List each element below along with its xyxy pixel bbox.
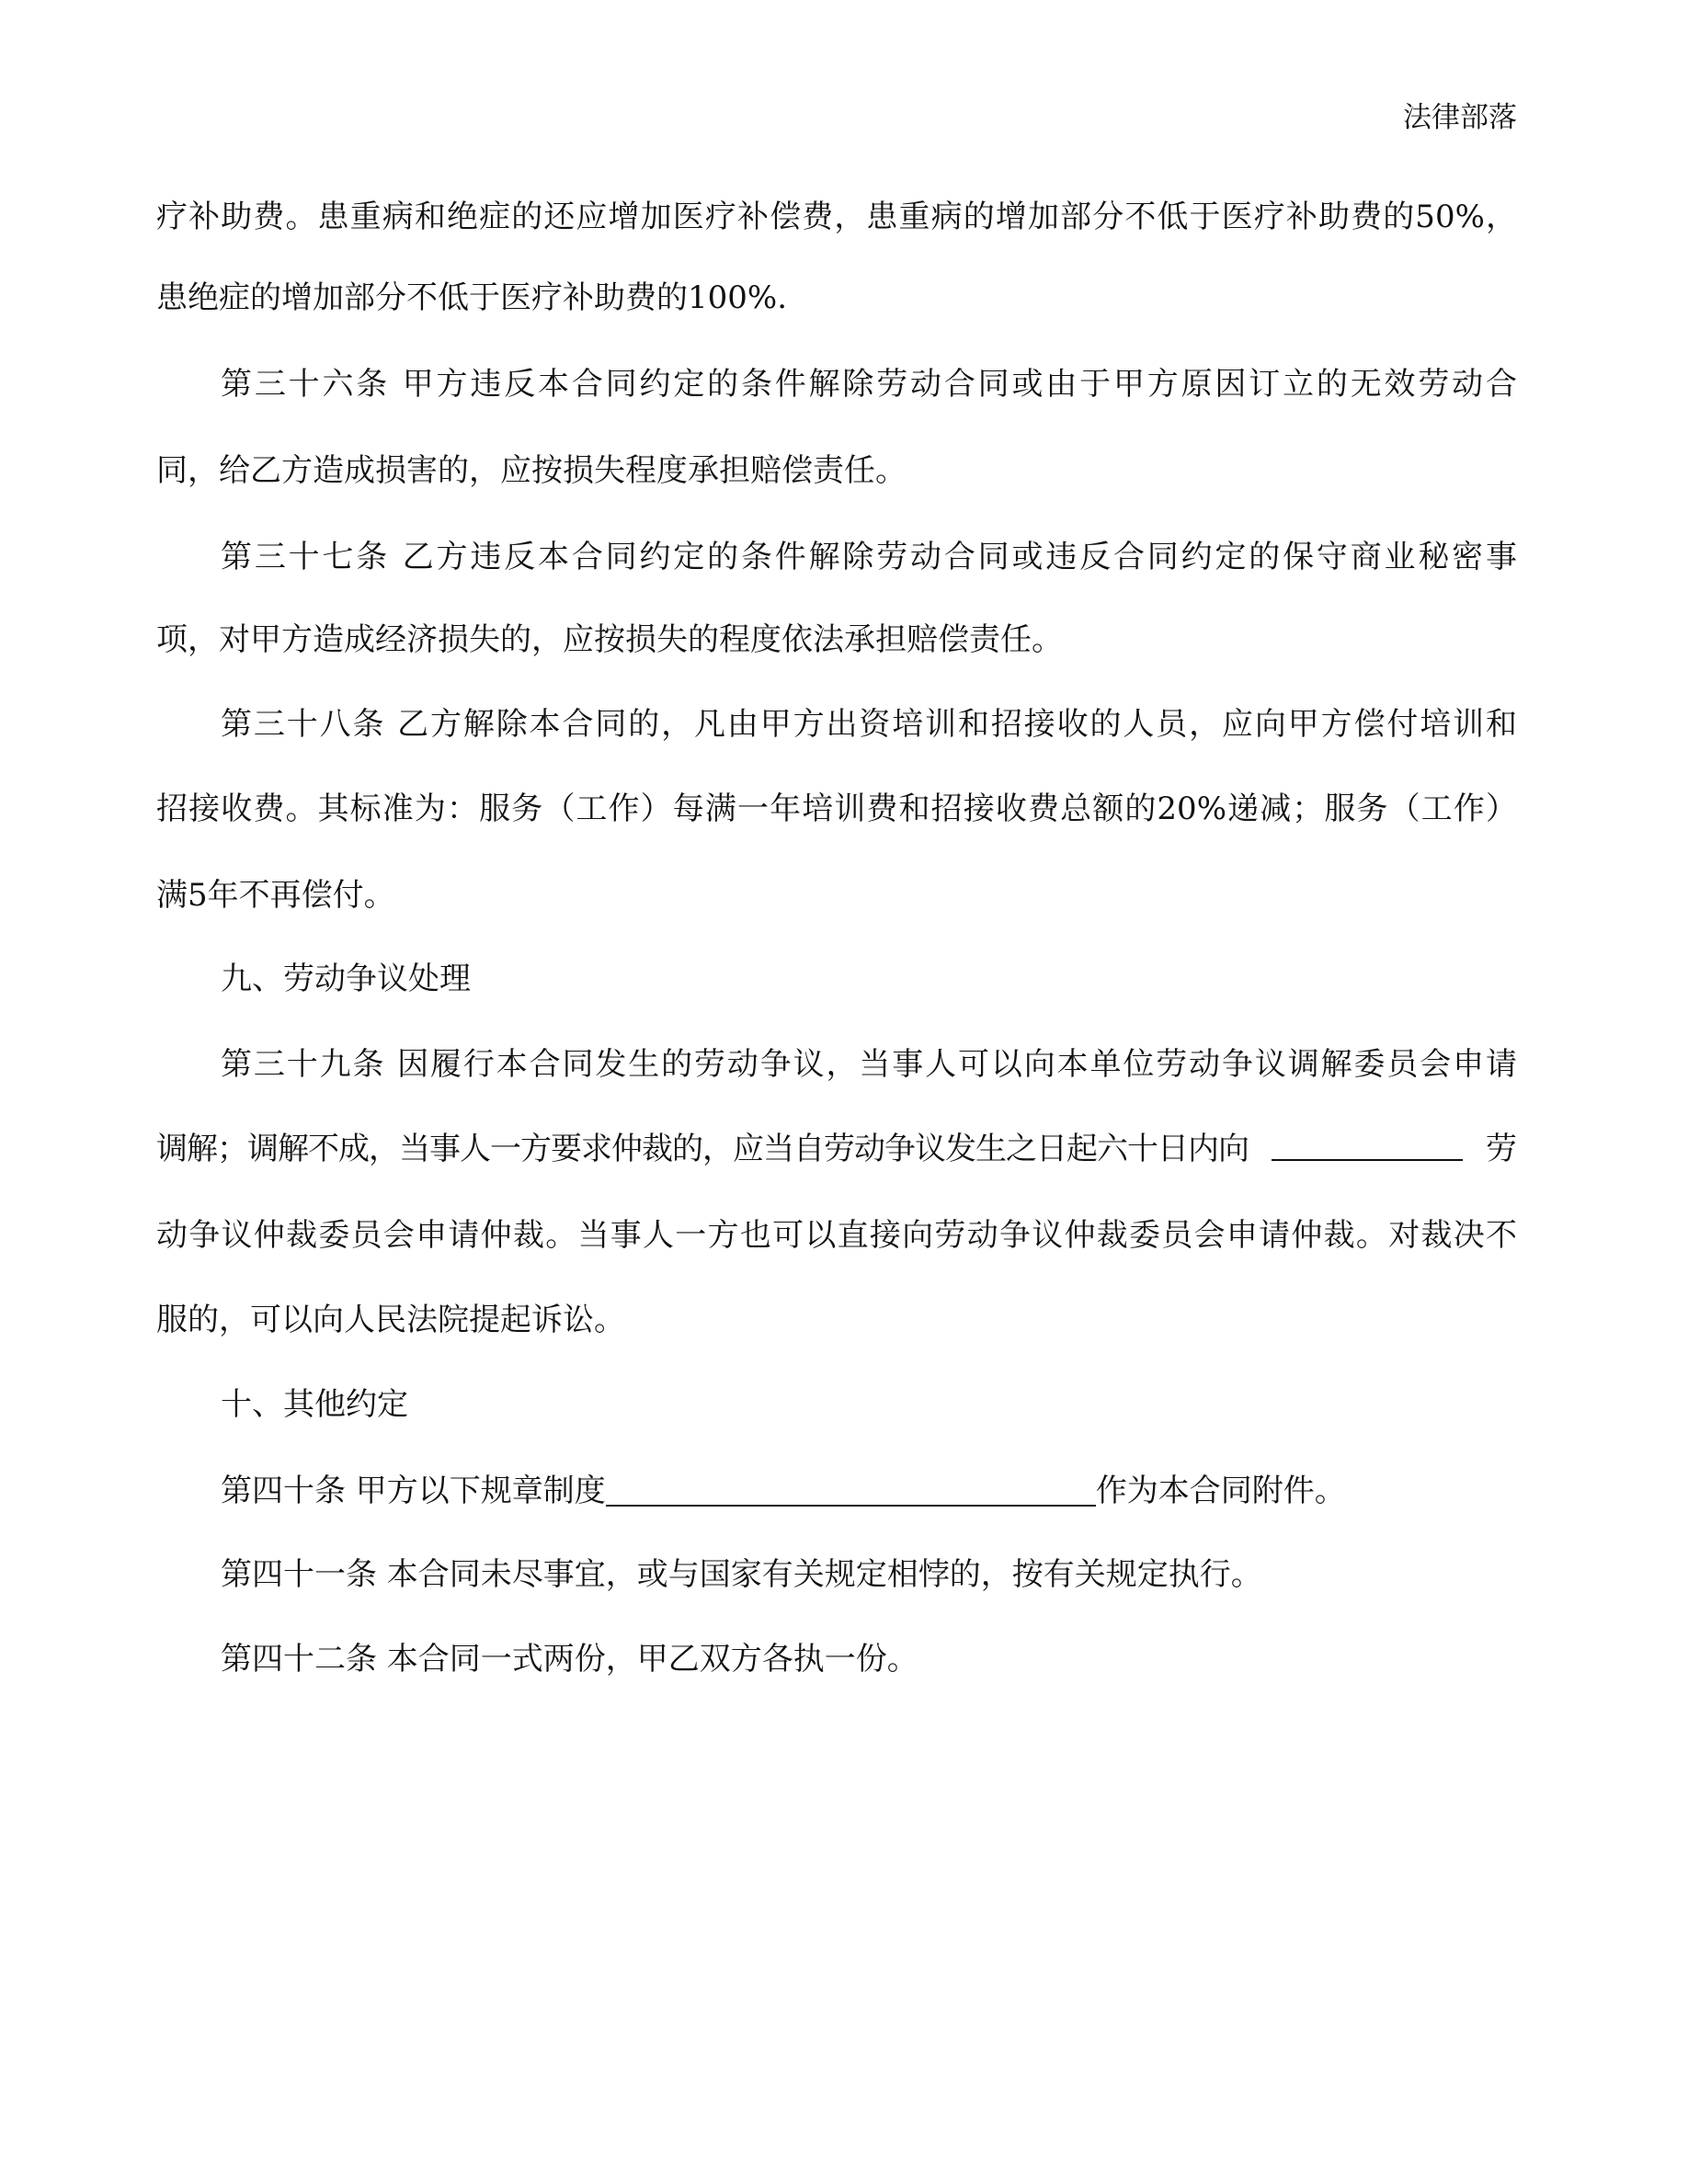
paragraph-line: 疗补助费。患重病和绝症的还应增加医疗补偿费，患重病的增加部分不低于医疗补助费的50%，: [156, 199, 1517, 235]
paragraph-line: 动争议仲裁委员会申请仲裁。当事人一方也可以直接向劳动争议仲裁委员会申请仲裁。对裁决不: [156, 1217, 1517, 1254]
paragraph-line: 服的，可以向人民法院提起诉讼。: [156, 1302, 625, 1338]
article-37-line: 第三十七条 乙方违反本合同约定的条件解除劳动合同或违反合同约定的保守商业秘密事: [221, 539, 1517, 575]
regulations-blank[interactable]: [606, 1473, 1096, 1507]
section-heading-9: 九、劳动争议处理: [221, 961, 471, 997]
paragraph-line: 项，对甲方造成经济损失的，应按损失的程度依法承担赔偿责任。: [156, 621, 1063, 658]
arbitration-line: [156, 1128, 1517, 1170]
article-36-line: 第三十六条 甲方违反本合同约定的条件解除劳动合同或由于甲方原因订立的无效劳动合: [221, 366, 1517, 403]
page-header: 法律部落: [1403, 101, 1517, 134]
paragraph-line: 满5年不再偿付。: [156, 877, 395, 914]
arbitration-committee-blank[interactable]: [1272, 1128, 1463, 1161]
section-heading-10: 十、其他约定: [221, 1386, 408, 1423]
article-41-line: 第四十一条 本合同未尽事宜，或与国家有关规定相悖的，按有关规定执行。: [221, 1556, 1262, 1593]
article-40-text-after: 作为本合同附件。: [1095, 1473, 1346, 1509]
paragraph-line: 招接收费。其标准为：服务（工作）每满一年培训费和招接收费总额的20%递减；服务（工作）: [156, 791, 1517, 827]
paragraph-line: 同，给乙方造成损害的，应按损失程度承担赔偿责任。: [156, 452, 907, 489]
article-40-line: [221, 1470, 1517, 1512]
article-39-line: 第三十九条 因履行本合同发生的劳动争议，当事人可以向本单位劳动争议调解委员会申请: [221, 1046, 1517, 1083]
article-40-text-before: 第四十条 甲方以下规章制度: [221, 1473, 606, 1509]
arbitration-text-after: 劳: [1486, 1131, 1517, 1167]
article-38-line: 第三十八条 乙方解除本合同的，凡由甲方出资培训和招接收的人员，应向甲方偿付培训和: [221, 706, 1517, 743]
arbitration-text-before: 调解；调解不成，当事人一方要求仲裁的，应当自劳动争议发生之日起六十日内向: [156, 1131, 1249, 1167]
paragraph-line: 患绝症的增加部分不低于医疗补助费的100%.: [156, 279, 788, 316]
article-42-line: 第四十二条 本合同一式两份，甲乙双方各执一份。: [221, 1641, 918, 1678]
